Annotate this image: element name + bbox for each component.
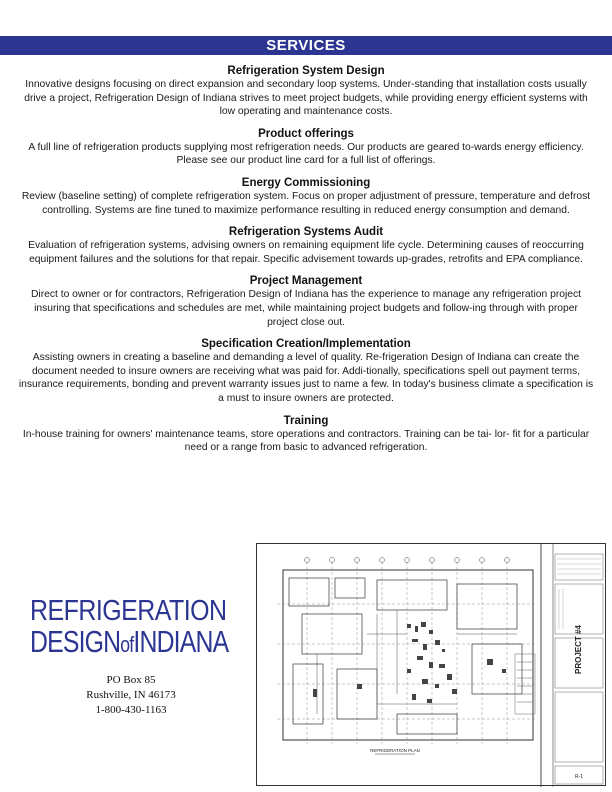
section-body: Review (baseline setting) of complete refrigeration system. Focus on proper adjustment of pressure, temperature and defrost controlling. Systems are fine tuned to maximize performance resulting in reduced energy consumption and demand. [21,190,591,216]
section-body: In-house training for owners' maintenance teams, store operations and contractors. Training can be tai- lor- fit for a particular need or a range from basic to advanced refrigeration. [22,428,590,454]
logo-design: DESIGN [30,624,121,659]
section-title: Specification Creation/Implementation [201,338,411,351]
contact-info [76,673,186,718]
service-section [14,274,598,329]
section-title: Refrigeration Systems Audit [228,226,384,239]
section-body: Direct to owner or for contractors, Refrigeration Design of Indiana has the experience to manage any refrigeration project insuring that specifications and schedules are met, while maintaining project budgets and follow-ing through with proper project close out. [30,289,582,328]
section-title: Refrigeration System Design [227,65,385,77]
service-section [14,337,598,405]
contact-phone: 1-800-430-1163 [95,704,167,716]
logo-indiana: INDIANA [133,624,229,659]
company-logo [30,596,240,661]
service-section [14,176,598,217]
section-body: A full line of refrigeration products supplying most refrigeration needs. Our products are geared to-wards energy efficiency. Please see our product line card for a full list of offerings. [28,141,584,167]
blueprint-svg [257,544,607,787]
section-body: Assisting owners in creating a baseline and demanding a level of quality. Re-frigeration Design of Indiana can create the document needed to insure owners are receiving what was paid for. Addi-tionally, specifications spell out payment terms, insurance requirements, bonding and prevent warranty issues just to name a few. In today's business climate a specification is a must to insure owners are protected. [18,352,594,404]
service-section [14,64,598,119]
service-section [14,127,598,168]
logo-of: of [120,632,134,657]
services-list [14,64,598,463]
section-body: Evaluation of refrigeration systems, advising owners on remaining equipment life cycle. Determining causes of reoccurring equipment failures and the solutions for that repair. Specific advisement towards up-grades, retrofits and EPA compliance. [28,240,584,265]
section-title: Product offerings [258,127,354,140]
logo-wordmark-bottom [30,624,229,661]
section-body: Innovative designs focusing on direct expansion and secondary loop systems. Under-standing that installation costs usually drive a project, Refrigeration Design of Indiana strives to meet project budgets, while providing energy efficient systems with low operating and maintenance costs. [24,79,588,118]
page-title: SERVICES [266,37,346,54]
service-section [14,225,598,266]
logo-wordmark-top: REFRIGERATION [30,595,227,627]
section-title: Project Management [249,275,363,288]
contact-po-box: PO Box 85 [106,674,156,686]
service-section [14,414,598,455]
section-title: Training [283,414,329,427]
sheet-number: R-1 [574,774,584,780]
plan-label: REFRIGERATION PLAN [370,748,420,753]
title-block-project: PROJECT #4 [574,625,583,674]
contact-city: Rushville, IN 46173 [86,689,176,701]
section-title: Energy Commissioning [241,176,371,189]
refrigeration-plan-drawing [256,543,606,786]
